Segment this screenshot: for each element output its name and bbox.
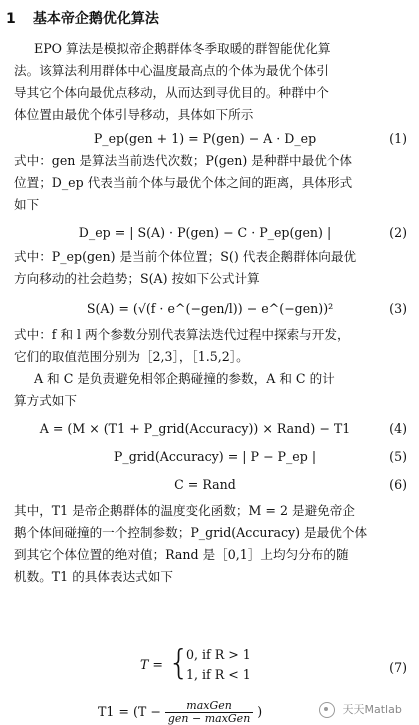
equation-4 (0, 418, 419, 440)
equation-7-number: (7) (389, 660, 407, 675)
equation-2-body: D_ep = | S(A) · P(gen) − C · P_ep(gen) | (78, 225, 332, 240)
equation-7-lhs: T = (140, 657, 163, 672)
paragraph-line: 法。该算法利用群体中心温度最高点的个体为最优个体引 (14, 63, 329, 78)
paragraph-line: 方向移动的社会趋势；S(A) 按如下公式计算 (14, 271, 260, 286)
equation-5 (0, 446, 419, 468)
paragraph-line: 它们的取值范围分别为［2,3］，［1.5,2］。 (14, 349, 249, 364)
equation-8-rhs: ) (257, 704, 263, 719)
watermark (319, 701, 415, 719)
left-brace: { (168, 643, 190, 683)
fraction-numerator: maxGen (165, 700, 253, 713)
equation-2 (0, 222, 419, 244)
paragraph-line: 机数。T1 的具体表达式如下 (14, 569, 173, 584)
equation-7-case-1: 0, if R > 1 (186, 647, 251, 662)
paragraph-line: 算方式如下 (14, 393, 77, 408)
paragraph-line: EPO 算法是模拟帝企鹅群体冬季取暖的群智能优化算 (34, 41, 331, 56)
fraction-denominator: gen − maxGen (167, 712, 251, 725)
paragraph-line: A 和 C 是负责避免相邻企鹅碰撞的参数，A 和 C 的计 (34, 371, 335, 386)
paragraph-line: 鹅个体间碰撞的一个控制参数；P_grid(Accuracy) 是最优个体 (14, 525, 368, 540)
paragraph-line: 位置；D_ep 代表当前个体与最优个体之间的距离，具体形式 (14, 175, 353, 190)
equation-6-number: (6) (389, 477, 407, 492)
equation-1 (0, 128, 419, 150)
equation-6 (0, 474, 419, 496)
equation-4-number: (4) (389, 421, 407, 436)
section-title: 基本帝企鹅优化算法 (32, 11, 159, 27)
paragraph-line: 式中：P_ep(gen) 是当前个体位置；S() 代表企鹅群体向最优 (14, 249, 357, 264)
paragraph-line: 其中，T1 是帝企鹅群体的温度变化函数；M = 2 是避免帝企 (14, 503, 355, 518)
watermark-text: 天天Matlab (342, 703, 402, 716)
equation-7-case-2: 1, if R < 1 (186, 667, 251, 682)
paragraph-line: 式中：f 和 l 两个参数分别代表算法迭代过程中探索与开发， (14, 327, 350, 342)
paragraph-line: 体位置由最优个体引导移动，具体如下所示 (14, 107, 254, 122)
paragraph-line: 到其它个体位置的绝对值；Rand 是［0,1］上均匀分布的随 (14, 547, 349, 562)
equation-4-body: A = (M × (T1 + P_grid(Accuracy)) × Rand) − T1 (39, 421, 351, 436)
equation-6-body: C = Rand (174, 477, 236, 492)
equation-3-body: S(A) = (√(f · e^(−gen/l)) − e^(−gen))² (86, 301, 334, 316)
equation-8-fraction (165, 700, 253, 725)
equation-3 (0, 298, 419, 320)
equation-3-number: (3) (389, 301, 407, 316)
paragraph-line: 导其它个体向最优点移动，从而达到寻优目的。种群中个 (14, 85, 329, 100)
wechat-icon (319, 702, 335, 718)
section-number: 1 (6, 11, 16, 27)
equation-5-body: P_grid(Accuracy) = | P − P_ep | (113, 449, 317, 464)
equation-2-number: (2) (389, 225, 407, 240)
equation-1-body: P_ep(gen + 1) = P(gen) − A · D_ep (93, 131, 317, 146)
equation-7-number-row (0, 657, 419, 679)
section-heading (6, 8, 159, 28)
paragraph-line: 式中：gen 是算法当前迭代次数；P(gen) 是种群中最优个体 (14, 153, 353, 168)
paragraph-line: 如下 (14, 197, 40, 212)
equation-8-lhs: T1 = (T − (98, 704, 161, 719)
equation-5-number: (5) (389, 449, 407, 464)
equation-1-number: (1) (389, 131, 407, 146)
